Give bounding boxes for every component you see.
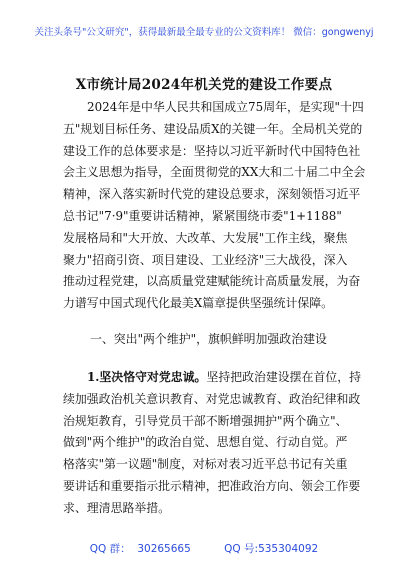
intro-line: 五"规划目标任务、建设品质X的关键一年。全局机关党的 [63,121,363,136]
item-one-line: 格落实"第一议题"制度，对标对表习近平总书记有关重 [63,457,348,472]
document-title: X市统计局2024年机关党的建设工作要点 [75,77,333,93]
intro-line: 2024年是中华人民共和国成立75周年，是实现"十四 [87,100,364,114]
item-one-first-line [63,367,362,389]
item-one-line: 续加强政治机关意识教育、对党忠诚教育、政治纪律和政 [63,391,361,406]
section-heading: 一、突出"两个维护"，旗帜鲜明加强政治建设 [90,332,327,346]
intro-line: 建设工作的总体要求是：坚持以习近平新时代中国特色社 [63,143,361,158]
footer-contact: QQ 群： 30265665 QQ 号:535304092 [89,543,319,555]
intro-line: 力谱写中国式现代化最美X篇章提供坚强统计保障。 [63,296,334,311]
item-one-line: 做到"两个维护"的政治自觉、思想自觉、行动自觉。严 [63,435,348,450]
intro-line: 会主义思想为指导，全面贯彻党的XX大和二十届二中全会 [63,165,366,180]
header-notice: 关注头条号"公文研究"，获得最新最全最专业的公文资料库！ 微信：gongwenyj [34,27,374,38]
intro-line: 聚力"招商引资、项目建设、工业经济"三大战役，深入 [63,252,348,267]
intro-line: 总书记"7·9"重要讲话精神，紧紧围绕市委"1+1188" [63,208,342,223]
item-one-line: 求、理清思路举措。 [63,500,171,515]
item-one-line: 治规矩教育，引导党员干部不断增强拥护"两个确立"、 [63,413,348,428]
item-one-paragraph [63,367,362,520]
item-one-first-line-rest: 坚持把政治建设摆在首位，持 [206,370,362,384]
item-one-line: 要讲话和重要指示批示精神，把准政治方向、领会工作要 [63,478,361,493]
item-one-lead: 1.坚决恪守对党忠诚。 [87,370,207,384]
intro-line: 精神，深入落实新时代党的建设总要求，深刻领悟习近平 [63,187,361,202]
intro-line: 推动过程党建，以高质量党建赋能统计高质量发展，为奋 [63,274,361,289]
intro-paragraph [63,97,366,315]
intro-line: 发展格局和"大开放、大改革、大发展"工作主线，聚焦 [63,230,348,245]
